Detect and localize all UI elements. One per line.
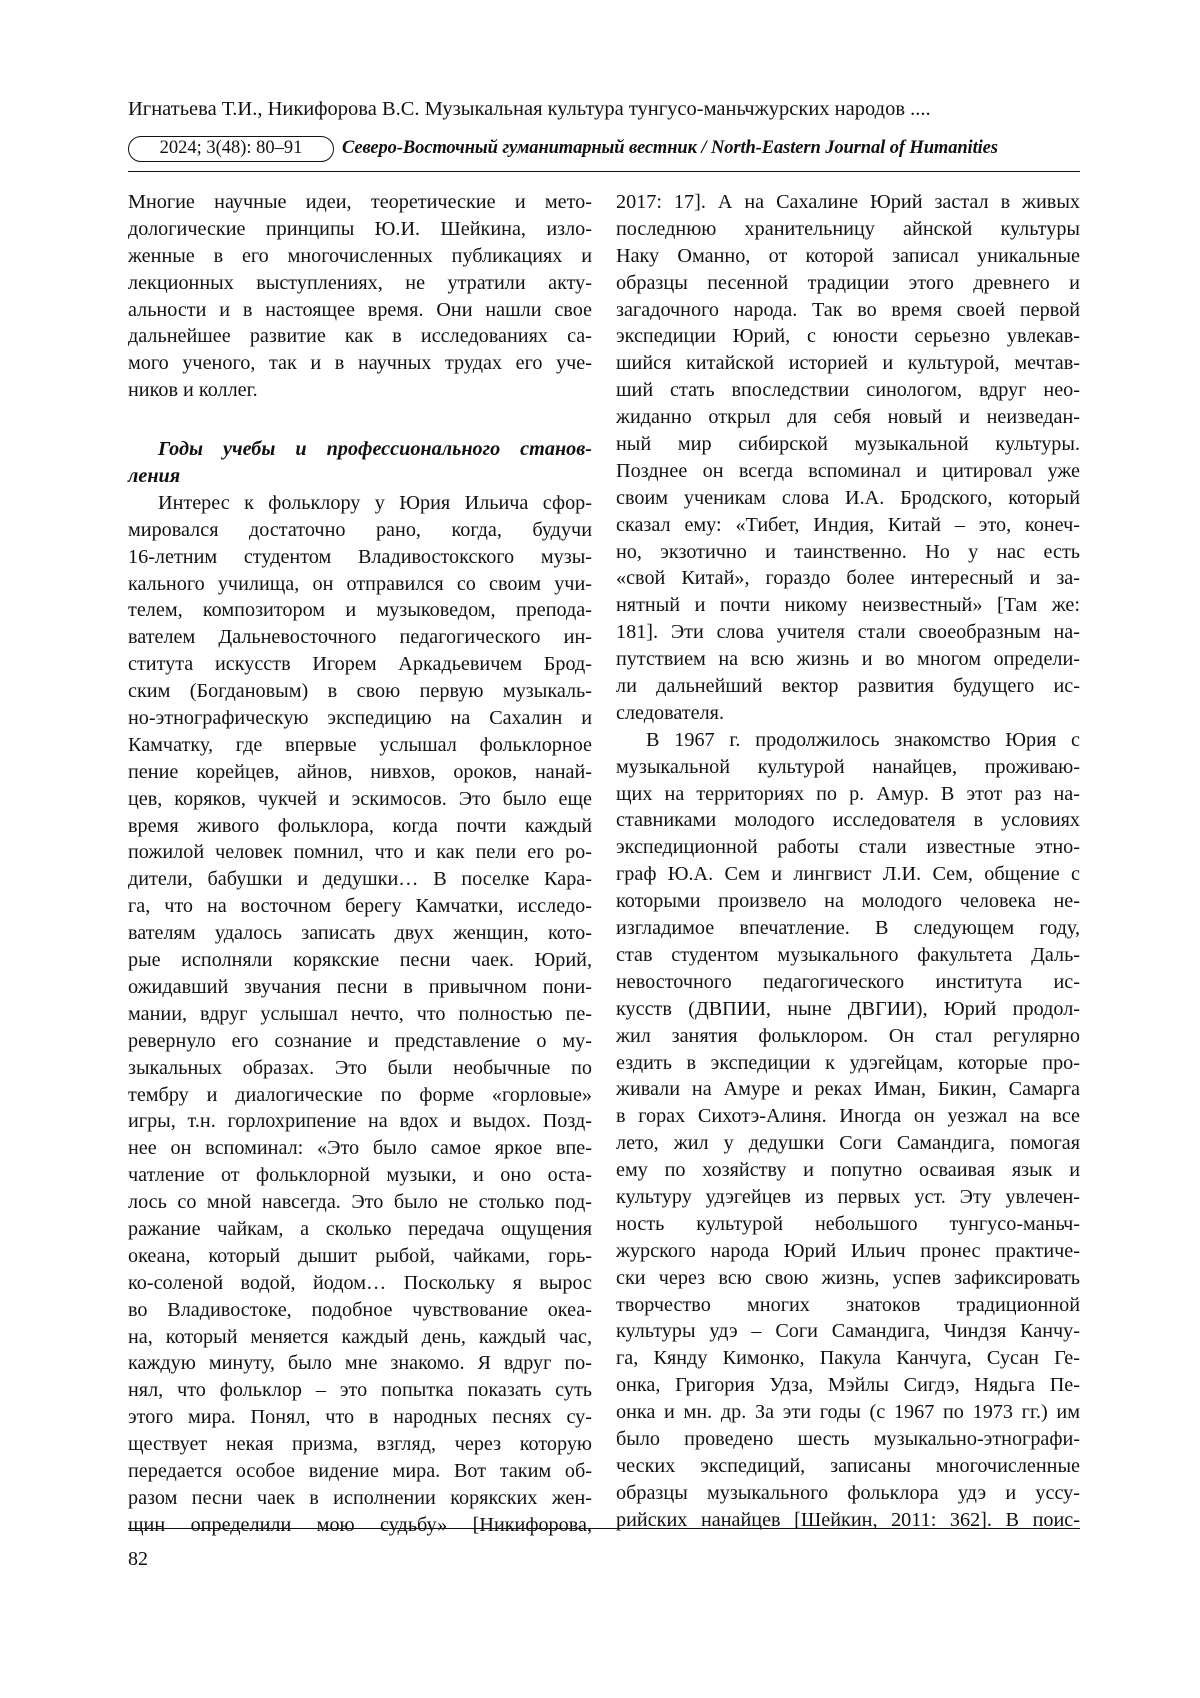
text-line: Камчатку, где впервые услышал фольклорное [128,733,592,756]
text-line: ревернуло его сознание и представление о му- [128,1029,592,1052]
text-line: онка и мн. др. За эти годы (с 1967 по 1973 гг.) им [616,1401,1080,1424]
journal-header [128,135,1080,167]
text-line: чатление от фольклорной музыки, и оно оста- [128,1164,592,1187]
text-line: ли дальнейший вектор развития будущего ис- [616,675,1080,698]
text-line: передается особое видение мира. Вот таким об- [128,1459,592,1482]
text-line: ный мир сибирской музыкальной культуры. [616,433,1080,456]
text-line: зыкальных образах. Это были необычные по [128,1056,592,1079]
text-line: нятный и почти никому неизвестный» [Там же: [616,594,1080,617]
text-line: на, который меняется каждый день, каждый час, [128,1325,592,1348]
page-number: 82 [128,1548,148,1570]
text-line: ожидавший звучания песни в привычном пони- [128,975,592,998]
text-line: 181]. Эти слова учителя стали своеобразным на- [616,621,1080,644]
text-line: мировался достаточно рано, когда, будучи [128,518,592,541]
text-line: изгладимое впечатление. В следующем году, [616,917,1080,940]
text-line: ему по хозяйству и попутно осваивая язык и [616,1159,1080,1182]
text-line: следователя. [616,701,724,724]
text-line: га, Кянду Кимонко, Пакула Канчуга, Сусан Ге- [616,1347,1080,1370]
text-line: лекционных выступлениях, не утратили акту- [128,271,592,294]
section-heading: Годы учебы и профессионального станов- [158,438,592,461]
text-line: ездить в экспедиции к удэгейцам, которые про- [616,1051,1080,1074]
text-line: последнюю хранительницу айнской культуры [616,217,1080,240]
journal-name: Северо-Восточный гуманитарный вестник / North-Eastern Journal of Humanities [342,138,998,158]
text-line: было проведено шесть музыкально-этнографи- [616,1427,1080,1450]
text-line: га, что на восточном берегу Камчатки, исследо- [128,895,592,918]
text-line: щин определили мою судьбу» [Никифорова, [128,1513,592,1536]
text-line: дологические принципы Ю.И. Шейкина, изло- [128,217,592,240]
text-line: жил занятия фольклором. Он стал регулярно [616,1024,1080,1047]
text-line: телем, композитором и музыковедом, препода- [128,599,592,622]
text-line: мого ученого, так и в научных трудах его уче- [128,352,592,375]
text-line: В 1967 г. продолжилось знакомство Юрия с [646,728,1080,751]
text-line: 16-летним студентом Владивостокского музы- [128,545,592,568]
text-line: «свой Китай», гораздо более интересный и за- [616,567,1080,590]
text-line: Позднее он всегда вспоминал и цитировал уже [616,459,1080,482]
text-line: кального училища, он отправился со своим учи- [128,572,592,595]
text-line: образцы музыкального фольклора удэ и уссу- [616,1481,1080,1504]
text-line: ников и коллег. [128,379,258,402]
text-line: но, экзотично и таинственно. Но у нас есть [616,540,1080,563]
text-line: в горах Сихотэ-Алиня. Иногда он уезжал на все [616,1105,1080,1128]
text-line: музыкальной культурой нанайцев, проживаю- [616,755,1080,778]
text-line: культуру удэгейцев из первых уст. Эту увлечен- [616,1185,1080,1208]
text-line: альности и в настоящее время. Они нашли свое [128,298,592,321]
text-line: мании, вдруг услышал нечто, что полностью пе- [128,1002,592,1025]
header-rule [128,171,1080,172]
text-line: ществует некая призма, взгляд, через которую [128,1433,592,1456]
text-line: невосточного педагогического института ис- [616,970,1080,993]
right-column [616,189,1080,1534]
text-line: Наку Оманно, от которой записал уникальные [616,244,1080,267]
text-line: ски через всю свою жизнь, успев зафиксировать [616,1266,1080,1289]
text-line: цев, коряков, чукчей и эскимосов. Это было еще [128,787,592,810]
text-line: вателям удалось записать двух женщин, кото- [128,922,592,945]
text-line: каждую минуту, было мне знакомо. Я вдруг по- [128,1352,592,1375]
text-line: разом песни чаек в исполнении корякских жен- [128,1486,592,1509]
text-line: живали на Амуре и реках Иман, Бикин, Самарга [616,1078,1080,1101]
section-heading: ления [128,465,181,488]
text-line: ко-соленой водой, йодом… Поскольку я вырос [128,1271,592,1294]
text-line: экспедиционной работы стали известные этно- [616,836,1080,859]
text-line: этого мира. Понял, что в народных песнях су- [128,1406,592,1429]
text-line: путствием на всю жизнь и во многом определи- [616,648,1080,671]
text-line: океана, который дышит рыбой, чайками, горь- [128,1244,592,1267]
text-line: экспедиции Юрий, с юности серьезно увлекав- [616,325,1080,348]
text-line: культуры удэ – Соги Самандига, Чиндзя Канчу- [616,1320,1080,1343]
text-line: творчество многих знатоков традиционной [616,1293,1080,1316]
text-line: ститута искусств Игорем Аркадьевичем Брод- [128,653,592,676]
text-line: кусств (ДВПИИ, ныне ДВГИИ), Юрий продол- [616,997,1080,1020]
text-line: сказал ему: «Тибет, Индия, Китай – это, конеч- [616,513,1080,536]
paragraph-gap [128,404,592,436]
text-line: женные в его многочисленных публикациях и [128,244,592,267]
text-line: рийских нанайцев [Шейкин, 2011: 362]. В поис- [616,1508,1080,1531]
text-line: нее он вспоминал: «Это было самое яркое впе- [128,1137,592,1160]
text-line: дители, бабушки и дедушки… В поселке Кара- [128,868,592,891]
text-line: жиданно открыл для себя новый и неизведан- [616,406,1080,429]
text-line: вателем Дальневосточного педагогического ин- [128,626,592,649]
text-line: щих на территориях по р. Амур. В этот раз на- [616,782,1080,805]
text-line: журского народа Юрий Ильич пронес практиче- [616,1239,1080,1262]
text-line: граф Ю.А. Сем и лингвист Л.И. Сем, общение с [616,863,1080,886]
text-line: время живого фольклора, когда почти каждый [128,814,592,837]
running-title: Игнатьева Т.И., Никифорова В.С. Музыкальная культура тунгусо-маньчжурских народов .... [128,98,931,120]
text-line: своим ученикам слова И.А. Бродского, который [616,486,1080,509]
text-line: пожилой человек помнил, что и как пели его ро- [128,841,592,864]
text-line: образцы песенной традиции этого древнего и [616,271,1080,294]
issue-badge: 2024; 3(48): 80–91 [128,136,334,162]
text-line: ность культурой небольшого тунгусо-маньч- [616,1212,1080,1235]
text-line: став студентом музыкального факультета Даль- [616,943,1080,966]
text-line: дальнейшее развитие как в исследованиях са- [128,325,592,348]
text-line: которыми произвело на молодого человека не- [616,890,1080,913]
text-line: нял, что фольклор – это попытка показать суть [128,1379,592,1402]
text-line: пение корейцев, айнов, нивхов, ороков, нанай- [128,760,592,783]
text-line: игры, т.н. горлохрипение на вдох и выдох. Позд- [128,1110,592,1133]
text-line: лось со мной навсегда. Это было не столько под- [128,1191,592,1214]
left-column [128,189,592,1539]
text-line: онка, Григория Удза, Мэйлы Сигдэ, Нядьга Пе- [616,1374,1080,1397]
text-line: ским (Богдановым) в свою первую музыкаль- [128,680,592,703]
text-line: Многие научные идеи, теоретические и мето- [128,191,592,213]
text-line: 2017: 17]. А на Сахалине Юрий застал в живых [616,191,1080,213]
text-line: шийся китайской историей и культурой, мечтав- [616,352,1080,375]
text-line: ческих экспедиций, записаны многочисленные [616,1454,1080,1477]
footer-rule [128,1528,1080,1529]
text-line: лето, жил у дедушки Соги Самандига, помогая [616,1132,1080,1155]
text-line: ставниками молодого исследователя в условиях [616,809,1080,832]
text-line: во Владивостоке, подобное чувствование океа- [128,1298,592,1321]
text-line: Интерес к фольклору у Юрия Ильича сфор- [158,491,592,514]
text-line: ражание чайкам, а сколько передача ощущения [128,1217,592,1240]
text-line: рые исполняли корякские песни чаек. Юрий, [128,949,592,972]
text-line: но-этнографическую экспедицию на Сахалин и [128,707,592,730]
text-line: загадочного народа. Так во время своей первой [616,298,1080,321]
text-line: тембру и диалогические по форме «горловые» [128,1083,592,1106]
text-line: ший стать впоследствии синологом, вдруг нео- [616,379,1080,402]
